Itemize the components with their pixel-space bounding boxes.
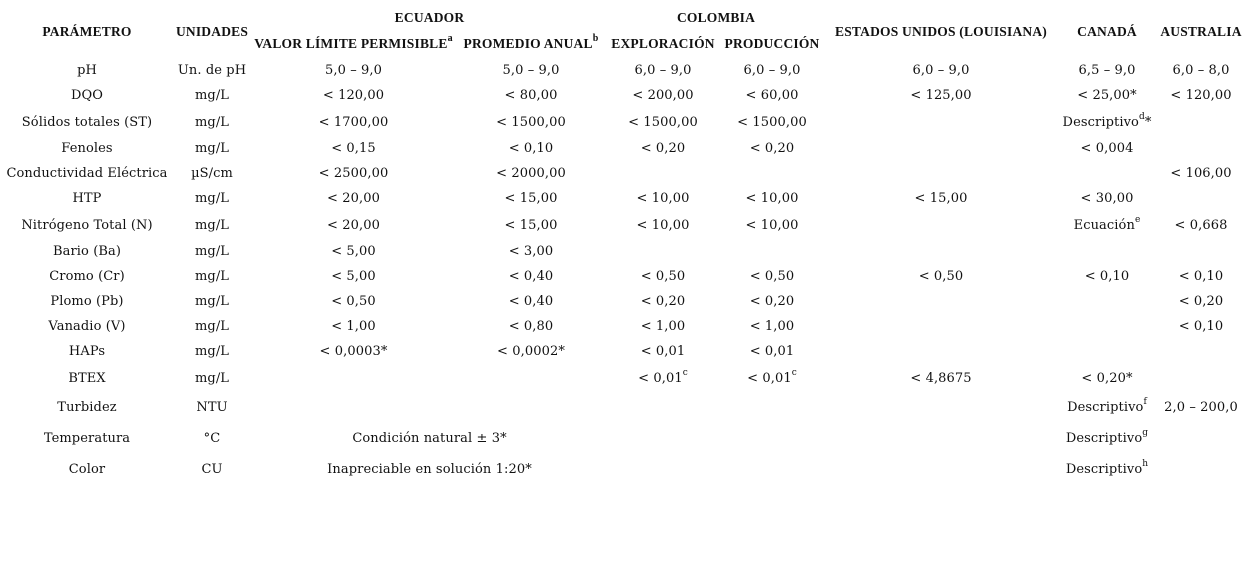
- cell-ec-vlp: < 1700,00: [318, 114, 389, 130]
- cell-ec-vlp: 5,0 – 9,0: [324, 63, 382, 78]
- regulation-comparison-table: [2, 6, 1245, 485]
- cell-ec-vlp: [252, 392, 455, 423]
- cell-co-prod: < 1500,00: [737, 114, 807, 130]
- cell-co-expl: < 200,00: [632, 88, 694, 103]
- table-row: [2, 186, 1245, 211]
- cell-ca: Descriptivo$^d$*: [1062, 111, 1152, 130]
- table-row: [2, 423, 1245, 454]
- cell-us: < 15,00: [914, 191, 968, 206]
- cell-us: [825, 239, 1057, 264]
- cell-co-prod: < 1,00: [749, 319, 795, 334]
- cell-ec-vlp: < 120,00: [322, 88, 385, 103]
- header-unidades: UNIDADES: [175, 24, 249, 39]
- cell-unit: mg/L: [194, 294, 230, 309]
- cell-unit: mg/L: [194, 370, 230, 386]
- cell-co-prod: [719, 392, 825, 423]
- cell-ec-vlp: < 5,00: [331, 244, 376, 259]
- header-ecuador-valor-limite: VALOR LÍMITE PERMISIBLE$^a$: [254, 32, 453, 51]
- cell-ec-vlp: < 5,00: [331, 269, 376, 284]
- cell-ca: [1057, 161, 1157, 186]
- table-row: [2, 83, 1245, 108]
- cell-co-prod: < 0,01: [749, 344, 795, 359]
- cell-co-expl: < 1500,00: [628, 114, 698, 130]
- cell-us: 6,0 – 9,0: [912, 63, 970, 78]
- cell-co-expl: < 0,01: [640, 344, 686, 359]
- cell-au: < 0,668: [1174, 217, 1228, 233]
- cell-unit: CU: [201, 462, 223, 477]
- cell-ca: [1057, 239, 1157, 264]
- cell-au: < 0,20: [1178, 294, 1224, 309]
- cell-au: [1157, 239, 1245, 264]
- cell-ec-prom: 5,0 – 9,0: [502, 63, 560, 78]
- cell-ca: < 0,10: [1084, 269, 1130, 284]
- cell-unit: Un. de pH: [177, 63, 247, 78]
- header-canada: CANADÁ: [1077, 24, 1137, 39]
- header-parametro: PARÁMETRO: [42, 24, 132, 39]
- cell-ec-vlp: [252, 364, 455, 392]
- cell-param: pH: [77, 63, 97, 78]
- cell-us: [825, 108, 1057, 136]
- cell-us: < 125,00: [910, 88, 972, 103]
- cell-unit: mg/L: [194, 88, 230, 103]
- cell-ec-prom: < 1500,00: [496, 114, 566, 130]
- cell-au: [1157, 364, 1245, 392]
- cell-param: Nitrógeno Total (N): [21, 217, 153, 233]
- cell-unit: µS/cm: [191, 166, 233, 181]
- header-ecuador: ECUADOR: [394, 9, 465, 25]
- cell-us: [825, 289, 1057, 314]
- cell-us: [825, 161, 1057, 186]
- cell-ec-prom: < 80,00: [504, 88, 558, 103]
- cell-ec-prom: < 15,00: [504, 191, 558, 206]
- header-row-top: [2, 6, 1245, 29]
- table-row: [2, 136, 1245, 161]
- cell-param: Turbidez: [57, 400, 117, 415]
- table-row: [2, 289, 1245, 314]
- cell-ec-vlp: < 0,0003*: [319, 344, 388, 359]
- cell-au: [1157, 423, 1245, 454]
- cell-ec-prom: < 0,0002*: [497, 344, 565, 359]
- cell-co-expl: < 0,01$^c$: [638, 367, 688, 386]
- cell-param: DQO: [70, 88, 104, 103]
- cell-us: [825, 392, 1057, 423]
- cell-au: < 0,10: [1178, 269, 1224, 284]
- cell-ec-prom: < 0,80: [508, 319, 554, 334]
- cell-co-expl: 6,0 – 9,0: [634, 63, 692, 78]
- cell-param: Temperatura: [43, 431, 131, 446]
- cell-co-expl: [607, 239, 719, 264]
- cell-co-prod: [719, 239, 825, 264]
- cell-co-expl: < 0,20: [640, 141, 686, 156]
- cell-ec-vlp: < 0,15: [331, 141, 376, 156]
- cell-unit: mg/L: [194, 217, 230, 233]
- cell-unit: NTU: [196, 400, 228, 415]
- table-row: [2, 314, 1245, 339]
- cell-ecuador-span: Inapreciable en solución 1:20*: [327, 462, 532, 477]
- cell-param: HTP: [72, 191, 102, 206]
- cell-au: [1157, 454, 1245, 485]
- cell-ca: < 0,20*: [1081, 370, 1133, 386]
- cell-unit: °C: [203, 431, 221, 446]
- cell-ca: 6,5 – 9,0: [1078, 63, 1136, 78]
- table-body: [2, 58, 1245, 485]
- cell-ca: [1057, 314, 1157, 339]
- cell-ec-prom: < 0,10: [508, 141, 554, 156]
- header-estados-unidos: ESTADOS UNIDOS (LOUISIANA): [835, 24, 1047, 39]
- cell-us: [825, 136, 1057, 161]
- table-row: [2, 211, 1245, 239]
- cell-co-prod: < 0,50: [749, 269, 795, 284]
- header-ecuador-promedio-anual: PROMEDIO ANUAL$^b$: [463, 32, 599, 51]
- cell-param: BTEX: [68, 370, 106, 386]
- cell-unit: mg/L: [194, 344, 230, 359]
- cell-param: Fenoles: [61, 141, 113, 156]
- cell-ec-prom: < 3,00: [508, 244, 554, 259]
- table-row: [2, 239, 1245, 264]
- cell-ec-prom: [455, 392, 607, 423]
- cell-ca: Descriptivo$^h$: [1065, 459, 1149, 477]
- cell-unit: mg/L: [194, 141, 230, 156]
- table-row: [2, 108, 1245, 136]
- cell-ec-prom: < 15,00: [504, 217, 558, 233]
- cell-co-expl: < 1,00: [640, 319, 686, 334]
- cell-co-prod: < 0,20: [749, 141, 795, 156]
- cell-co-prod: < 10,00: [745, 217, 799, 233]
- table-row: [2, 364, 1245, 392]
- cell-co-prod: 6,0 – 9,0: [743, 63, 801, 78]
- cell-co-expl: < 0,20: [640, 294, 686, 309]
- cell-ec-vlp: < 0,50: [331, 294, 376, 309]
- cell-ec-vlp: < 2500,00: [318, 166, 389, 181]
- cell-unit: mg/L: [194, 114, 230, 130]
- table-row: [2, 339, 1245, 364]
- cell-au: < 0,10: [1178, 319, 1224, 334]
- cell-unit: mg/L: [194, 269, 230, 284]
- cell-au: [1157, 339, 1245, 364]
- header-colombia-produccion: PRODUCCIÓN: [724, 35, 820, 51]
- cell-ca: [1057, 339, 1157, 364]
- cell-ec-vlp: < 20,00: [327, 191, 380, 206]
- cell-ca: Descriptivo$^f$: [1067, 397, 1147, 415]
- cell-co-prod: < 60,00: [745, 88, 799, 103]
- cell-co-expl: [607, 161, 719, 186]
- cell-ca: < 25,00*: [1077, 88, 1137, 103]
- cell-ca: < 30,00: [1080, 191, 1134, 206]
- header-australia: AUSTRALIA: [1160, 24, 1242, 39]
- table-row: [2, 161, 1245, 186]
- cell-us: [825, 339, 1057, 364]
- cell-param: Bario (Ba): [52, 244, 122, 259]
- cell-au: [1157, 108, 1245, 136]
- cell-au: < 120,00: [1170, 88, 1232, 103]
- cell-unit: mg/L: [194, 191, 230, 206]
- cell-param: Color: [68, 462, 106, 477]
- cell-ca: Ecuación$^e$: [1073, 214, 1141, 233]
- cell-ec-prom: < 0,40: [508, 269, 554, 284]
- cell-us: [825, 314, 1057, 339]
- cell-au: [1157, 186, 1245, 211]
- cell-ec-vlp: < 1,00: [331, 319, 376, 334]
- cell-co-expl: < 0,50: [640, 269, 686, 284]
- cell-ec-prom: < 2000,00: [496, 166, 566, 181]
- table-row: [2, 58, 1245, 83]
- header-colombia-exploracion: EXPLORACIÓN: [611, 35, 715, 51]
- cell-param: Sólidos totales (ST): [21, 114, 153, 130]
- cell-co-prod: < 0,01$^c$: [747, 367, 797, 386]
- cell-unit: mg/L: [194, 244, 230, 259]
- cell-co-expl: < 10,00: [636, 217, 690, 233]
- cell-co-expl: [607, 392, 719, 423]
- cell-co-prod: < 0,20: [749, 294, 795, 309]
- cell-us: [825, 454, 1057, 485]
- header-colombia: COLOMBIA: [676, 9, 756, 25]
- cell-ec-prom: [455, 364, 607, 392]
- cell-us: [825, 211, 1057, 239]
- cell-param: Vanadio (V): [48, 319, 126, 334]
- cell-ec-prom: < 0,40: [508, 294, 554, 309]
- cell-us: [825, 423, 1057, 454]
- cell-co-prod: < 10,00: [745, 191, 799, 206]
- cell-us: < 0,50: [918, 269, 964, 284]
- table-row: [2, 454, 1245, 485]
- table-row: [2, 264, 1245, 289]
- table-row: [2, 392, 1245, 423]
- cell-ecuador-span: Condición natural ± 3*: [352, 431, 507, 446]
- cell-param: HAPs: [68, 344, 106, 359]
- cell-co-prod: [719, 423, 825, 454]
- cell-co-expl: [607, 454, 719, 485]
- cell-co-prod: [719, 454, 825, 485]
- cell-au: 2,0 – 200,0: [1164, 400, 1238, 415]
- cell-co-expl: [607, 423, 719, 454]
- cell-co-expl: < 10,00: [636, 191, 690, 206]
- cell-unit: mg/L: [194, 319, 230, 334]
- cell-param: Plomo (Pb): [50, 294, 124, 309]
- cell-ec-vlp: < 20,00: [327, 217, 380, 233]
- cell-au: 6,0 – 8,0: [1172, 63, 1230, 78]
- cell-ca: [1057, 289, 1157, 314]
- cell-ca: < 0,004: [1080, 141, 1134, 156]
- cell-param: Cromo (Cr): [49, 269, 125, 284]
- cell-param: Conductividad Eléctrica: [6, 166, 168, 181]
- cell-au: [1157, 136, 1245, 161]
- cell-co-prod: [719, 161, 825, 186]
- cell-ca: Descriptivo$^g$: [1065, 428, 1149, 446]
- cell-au: < 106,00: [1170, 166, 1232, 181]
- cell-us: < 4,8675: [910, 370, 972, 386]
